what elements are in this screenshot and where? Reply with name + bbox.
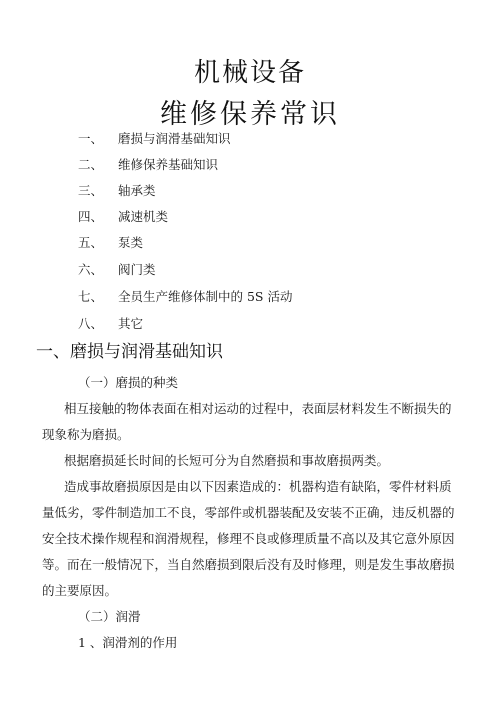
toc-item-number: 二、 bbox=[78, 157, 104, 172]
paragraph-line: 的主要原因。 bbox=[42, 583, 118, 598]
paragraph-line: 等。而在一般情况下，当自然磨损到限后没有及时修理，则是发生事故磨损 bbox=[42, 557, 455, 572]
toc-item-label: 其它 bbox=[118, 316, 144, 331]
toc-item-number: 一、 bbox=[78, 131, 104, 146]
subsection-heading: （二）润滑 bbox=[78, 609, 141, 624]
paragraph-line: 量低劣，零件制造加工不良，零部件或机器装配及安装不正确，违反机器的 bbox=[42, 505, 455, 520]
subsection-heading: （一）磨损的种类 bbox=[78, 375, 179, 390]
toc-item-label: 全员生产维修体制中的 5S 活动 bbox=[118, 289, 293, 304]
section-heading: 一、磨损与润滑基础知识 bbox=[36, 342, 223, 362]
toc-item-label: 磨损与润滑基础知识 bbox=[118, 131, 231, 146]
toc-item-number: 八、 bbox=[78, 316, 104, 331]
toc-item-number: 四、 bbox=[78, 209, 104, 224]
paragraph-line: 造成事故磨损原因是由以下因素造成的：机器构造有缺陷，零件材料质 bbox=[64, 479, 452, 494]
paragraph-line: 相互接触的物体表面在相对运动的过程中，表面层材料发生不断损失的 bbox=[64, 401, 452, 416]
toc-item-number: 七、 bbox=[78, 289, 104, 304]
paragraph-line: 现象称为磨损。 bbox=[42, 427, 130, 442]
toc-item-label: 轴承类 bbox=[118, 183, 156, 198]
toc-item-number: 六、 bbox=[78, 262, 104, 277]
document-title-line2: 维修保养常识 bbox=[160, 99, 340, 130]
toc-item-label: 减速机类 bbox=[118, 209, 169, 224]
toc-item-number: 五、 bbox=[78, 235, 104, 250]
toc-item-number: 三、 bbox=[78, 183, 104, 198]
toc-item-label: 阀门类 bbox=[118, 262, 156, 277]
document-title-line1: 机械设备 bbox=[193, 58, 306, 88]
toc-item-label: 泵类 bbox=[118, 235, 144, 250]
list-item: 1 、润滑剂的作用 bbox=[78, 635, 178, 650]
toc-item-label: 维修保养基础知识 bbox=[118, 157, 219, 172]
paragraph-line: 安全技术操作规程和润滑规程，修理不良或修理质量不高以及其它意外原因 bbox=[42, 531, 455, 546]
paragraph-line: 根据磨损延长时间的长短可分为自然磨损和事故磨损两类。 bbox=[64, 453, 390, 468]
